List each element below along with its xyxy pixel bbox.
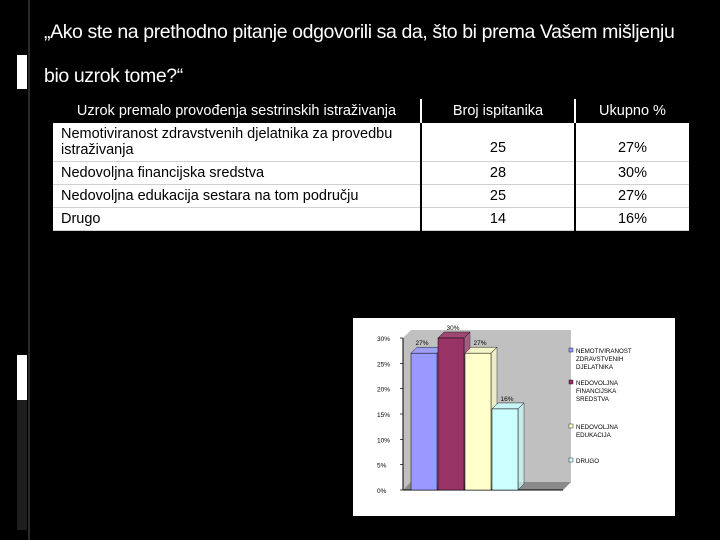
legend-swatch (569, 458, 573, 462)
legend-label: EDUKACIJA (576, 432, 611, 439)
bar (411, 353, 437, 490)
bar (465, 353, 491, 490)
y-tick-label: 5% (377, 462, 387, 470)
side-accent-block-dark (17, 400, 27, 530)
count-cell: 28 (421, 162, 575, 185)
legend-swatch (569, 424, 573, 428)
slide-side-bar (28, 0, 30, 540)
count-cell: 14 (421, 208, 575, 231)
side-accent-block (17, 55, 27, 89)
cause-cell: Nedovoljna edukacija sestara na tom području (53, 185, 421, 208)
count-cell: 25 (421, 185, 575, 208)
percent-cell: 27% (575, 185, 689, 208)
y-tick-label: 20% (377, 386, 391, 394)
percent-cell: 27% (575, 123, 689, 162)
column-header-count: Broj ispitanika (421, 99, 575, 123)
legend-label: DRUGO (576, 458, 600, 465)
legend-label: NEMOTIVIRANOST (576, 348, 632, 355)
column-header-percent: Ukupno % (575, 99, 689, 123)
bar-side (518, 403, 524, 490)
legend-swatch (569, 380, 573, 384)
table-row (53, 162, 689, 185)
bar-data-label: 27% (415, 340, 429, 348)
legend-label: NEDOVOLJNA (576, 424, 618, 431)
table-row (53, 185, 689, 208)
y-tick-label: 15% (377, 412, 391, 419)
table-row (53, 123, 689, 162)
legend-label: SREDSTVA (576, 396, 609, 403)
bar-chart (353, 318, 675, 516)
cause-cell: Drugo (53, 208, 421, 231)
y-tick-label: 30% (377, 336, 391, 343)
percent-cell: 16% (575, 208, 689, 231)
table-row (53, 208, 689, 231)
cause-cell: Nemotiviranost zdravstvenih djelatnika za provedbu istraživanja (53, 123, 421, 162)
side-accent-block-lower (17, 355, 27, 400)
legend-swatch (569, 348, 573, 352)
legend-label: ZDRAVSTVENIH (576, 356, 624, 363)
results-table (53, 99, 689, 231)
legend-label: FINANCIJSKA (576, 388, 617, 395)
percent-cell: 30% (575, 162, 689, 185)
column-header-cause: Uzrok premalo provođenja sestrinskih istraživanja (53, 99, 421, 123)
bar (438, 338, 464, 490)
bar-data-label: 30% (446, 325, 460, 332)
bar-data-label: 27% (473, 340, 487, 348)
y-tick-label: 10% (377, 437, 391, 445)
y-tick-label: 25% (377, 361, 391, 369)
count-cell: 25 (421, 123, 575, 162)
legend-label: DJELATNIKA (576, 364, 614, 371)
bar-data-label: 16% (500, 395, 514, 403)
legend-label: NEDOVOLJNA (576, 380, 618, 387)
cause-cell: Nedovoljna financijska sredstva (53, 162, 421, 185)
y-tick-label: 0% (377, 488, 387, 495)
table-header-row (53, 99, 689, 123)
slide-title: „Ako ste na prethodno pitanje odgovorili sa da, što bi prema Vašem mišljenju bio uzrok tome?“ (44, 21, 675, 87)
bar (492, 409, 518, 490)
bar-chart-svg (353, 318, 675, 516)
